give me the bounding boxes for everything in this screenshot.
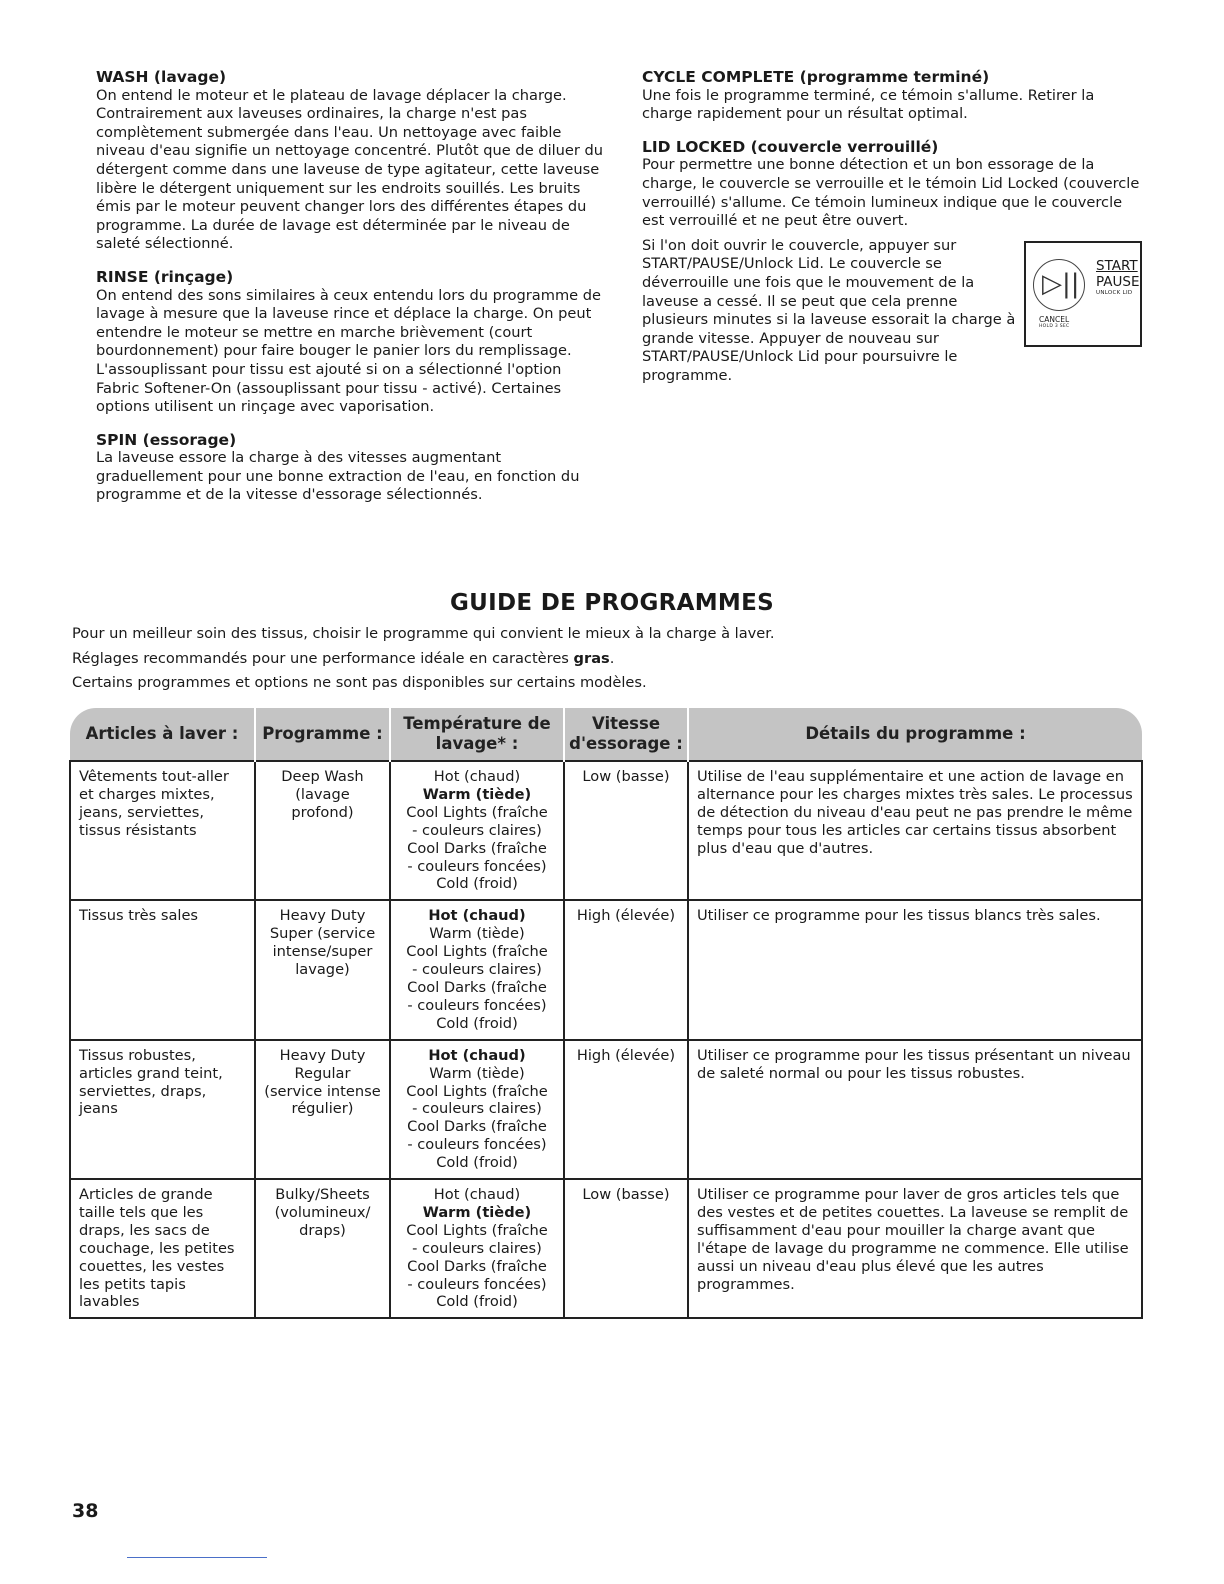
- temp-option: Cold (froid): [436, 1293, 518, 1311]
- temp-option: Hot (chaud): [433, 768, 521, 785]
- footer-divider: [127, 1557, 267, 1558]
- wash-body: On entend le moteur et le plateau de lavage déplacer la charge. Contrairement aux laveuses ordinaires, la charge n'est pas complètement submergée dans l'eau. Un nettoyage avec faible niveau d'eau signifie un nettoyage concentré. Plutôt que de diluer du détergent comme dans une laveuse de type agitateur, cette laveuse libère le détergent uniquement sur les endroits souillés. Les bruits émis par le moteur peuvent changer lors des différentes étapes du programme. La durée de lavage est déterminée par le niveau de saleté sélectionné.: [96, 86, 604, 253]
- cell-articles: Vêtements tout-aller et charges mixtes, jeans, serviettes, tissus résistants: [70, 761, 255, 900]
- play-pause-icon: ▷||: [1042, 268, 1080, 299]
- table-row: [70, 900, 1142, 1039]
- rinse-body: On entend des sons similaires à ceux entendu lors du programme de lavage à mesure que la laveuse rince et déplace la charge. On peut entendre le moteur se mettre en marche brièvement (court bourdonnement) pour faire bouger le panier lors du remplissage. L'assouplissant pour tissu est ajouté si on a sélectionné l'option Fabric Softener-On (assouplissant pour tissu - activé). Certaines options utilisent un rinçage avec vaporisation.: [96, 286, 602, 416]
- cycle-complete-title: CYCLE COMPLETE (programme terminé): [642, 68, 990, 86]
- intro-line-2-prefix: Réglages recommandés pour une performance idéale en caractères: [72, 649, 574, 667]
- cell-spin-speed: High (élevée): [564, 900, 688, 1039]
- temp-option: Warm (tiède): [429, 925, 525, 943]
- intro-line-3: Certains programmes et options ne sont pas disponibles sur certains modèles.: [72, 674, 647, 691]
- cell-temperatures: [390, 900, 564, 1039]
- cell-spin-speed: Low (basse): [564, 761, 688, 900]
- cell-temperatures: [390, 1040, 564, 1179]
- left-column: [96, 68, 606, 519]
- table-row: [70, 761, 1142, 900]
- panel-unlock-label: UNLOCK LID: [1096, 289, 1133, 296]
- temp-option-recommended: Warm (tiède): [422, 1203, 532, 1221]
- header-temperature: Température de lavage* :: [390, 708, 564, 761]
- panel-start-label: START: [1096, 257, 1138, 274]
- temp-option: - couleurs foncées): [407, 1136, 547, 1154]
- lid-unlock-body: Si l'on doit ouvrir le couvercle, appuyer sur START/PAUSE/Unlock Lid. Le couvercle se déverrouille une fois que le mouvement de la laveuse a cessé. Il se peut que cela prenne plusieurs minutes si la laveuse essorait la charge à grande vitesse. Appuyer de nouveau sur START/PAUSE/Unlock Lid pour poursuivre le programme.: [642, 236, 1016, 384]
- cell-programme: Deep Wash (lavage profond): [255, 761, 390, 900]
- cell-details: Utiliser ce programme pour laver de gros articles tels que des vestes et de petites couettes. La laveuse se remplit de suffisamment d'eau pour mouiller la charge avant que l'étape de lavage du programme ne commence. Elle utilise aussi un niveau d'eau plus élevé que les autres programmes.: [688, 1179, 1142, 1318]
- temp-option: - couleurs foncées): [407, 857, 547, 875]
- rinse-title: RINSE (rinçage): [96, 267, 234, 286]
- cycle-complete-body: Une fois le programme terminé, ce témoin s'allume. Retirer la charge rapidement pour un résultat optimal.: [642, 86, 1095, 123]
- temp-option: Cold (froid): [436, 1154, 518, 1172]
- header-articles: Articles à laver :: [70, 708, 255, 761]
- header-programme: Programme :: [255, 708, 390, 761]
- guide-intro: [72, 622, 1152, 696]
- header-spin-speed: Vitesse d'essorage :: [564, 708, 688, 761]
- temp-option: Cool Darks (fraîche: [407, 1257, 547, 1275]
- temp-option-recommended: Hot (chaud): [428, 907, 526, 925]
- cycle-guide-table: [69, 708, 1143, 1319]
- spin-title: SPIN (essorage): [96, 430, 237, 449]
- temp-option: Cold (froid): [436, 875, 518, 893]
- cell-details: Utilise de l'eau supplémentaire et une action de lavage en alternance pour les charges mixtes très sales. Le processus de détection du niveau d'eau peut ne pas prendre le même temps pour tous les articles car certains tissus absorbent plus d'eau que d'autres.: [688, 761, 1142, 900]
- temp-option: - couleurs claires): [412, 1239, 542, 1257]
- table-row: [70, 1179, 1142, 1318]
- panel-hold-label: HOLD 3 SEC: [1039, 323, 1070, 329]
- intro-line-2: [72, 647, 1152, 672]
- temp-option: Cool Darks (fraîche: [407, 839, 547, 857]
- cell-details: Utiliser ce programme pour les tissus présentant un niveau de saleté normal ou pour les tissus robustes.: [688, 1040, 1142, 1179]
- temp-option: Cold (froid): [436, 1014, 518, 1032]
- wash-title: WASH (lavage): [96, 68, 227, 86]
- temp-option: - couleurs claires): [412, 1100, 542, 1118]
- intro-line-2-bold: gras: [573, 649, 610, 667]
- lid-locked-title: LID LOCKED (couvercle verrouillé): [642, 137, 939, 156]
- table-row: [70, 1040, 1142, 1179]
- temp-option: - couleurs claires): [412, 821, 542, 839]
- temp-option-recommended: Hot (chaud): [428, 1046, 526, 1064]
- temp-option: Cool Lights (fraîche: [406, 1221, 548, 1239]
- temp-option: Warm (tiède): [429, 1064, 525, 1082]
- temp-option: Cool Lights (fraîche: [406, 943, 548, 961]
- panel-cancel-label: CANCEL: [1039, 314, 1070, 324]
- temp-option: - couleurs claires): [412, 961, 542, 979]
- cell-programme: Heavy Duty Super (service intense/super lavage): [255, 900, 390, 1039]
- guide-title: GUIDE DE PROGRAMMES: [450, 590, 774, 616]
- temp-option: - couleurs foncées): [407, 996, 547, 1014]
- temp-option: - couleurs foncées): [407, 1275, 547, 1293]
- cell-articles: Tissus très sales: [70, 900, 255, 1039]
- temp-option: Cool Darks (fraîche: [407, 978, 547, 996]
- cell-temperatures: [390, 761, 564, 900]
- start-pause-panel-illustration: [1024, 241, 1142, 347]
- cell-spin-speed: High (élevée): [564, 1040, 688, 1179]
- temp-option: Hot (chaud): [433, 1186, 521, 1204]
- spin-body: La laveuse essore la charge à des vitesses augmentant graduellement pour une bonne extraction de l'eau, en fonction du programme et de la vitesse d'essorage sélectionnés.: [96, 449, 580, 504]
- page-number: 38: [72, 1500, 99, 1522]
- cell-programme: Bulky/Sheets (volumineux/ draps): [255, 1179, 390, 1318]
- cell-temperatures: [390, 1179, 564, 1318]
- intro-line-1: Pour un meilleur soin des tissus, choisir le programme qui convient le mieux à la charge à laver.: [72, 625, 775, 642]
- header-details: Détails du programme :: [688, 708, 1142, 761]
- cell-spin-speed: Low (basse): [564, 1179, 688, 1318]
- table-header-row: [70, 708, 1142, 761]
- temp-option: Cool Lights (fraîche: [406, 803, 548, 821]
- panel-pause-label: PAUSE: [1096, 273, 1140, 290]
- temp-option-recommended: Warm (tiède): [422, 785, 532, 803]
- cell-details: Utiliser ce programme pour les tissus blancs très sales.: [688, 900, 1142, 1039]
- cell-articles: Tissus robustes, articles grand teint, serviettes, draps, jeans: [70, 1040, 255, 1179]
- lid-unlock-section: [642, 237, 1146, 386]
- cell-programme: Heavy Duty Regular (service intense régulier): [255, 1040, 390, 1179]
- cell-articles: Articles de grande taille tels que les draps, les sacs de couchage, les petites couettes, les vestes les petits tapis lavables: [70, 1179, 255, 1318]
- right-column: [642, 68, 1146, 386]
- lid-locked-body: Pour permettre une bonne détection et un bon essorage de la charge, le couvercle se verrouille et le témoin Lid Locked (couvercle verrouillé) s'allume. Ce témoin lumineux indique que le couvercle est verrouillé et ne peut être ouvert.: [642, 156, 1140, 230]
- temp-option: Cool Lights (fraîche: [406, 1082, 548, 1100]
- intro-line-2-suffix: .: [609, 649, 615, 667]
- temp-option: Cool Darks (fraîche: [407, 1118, 547, 1136]
